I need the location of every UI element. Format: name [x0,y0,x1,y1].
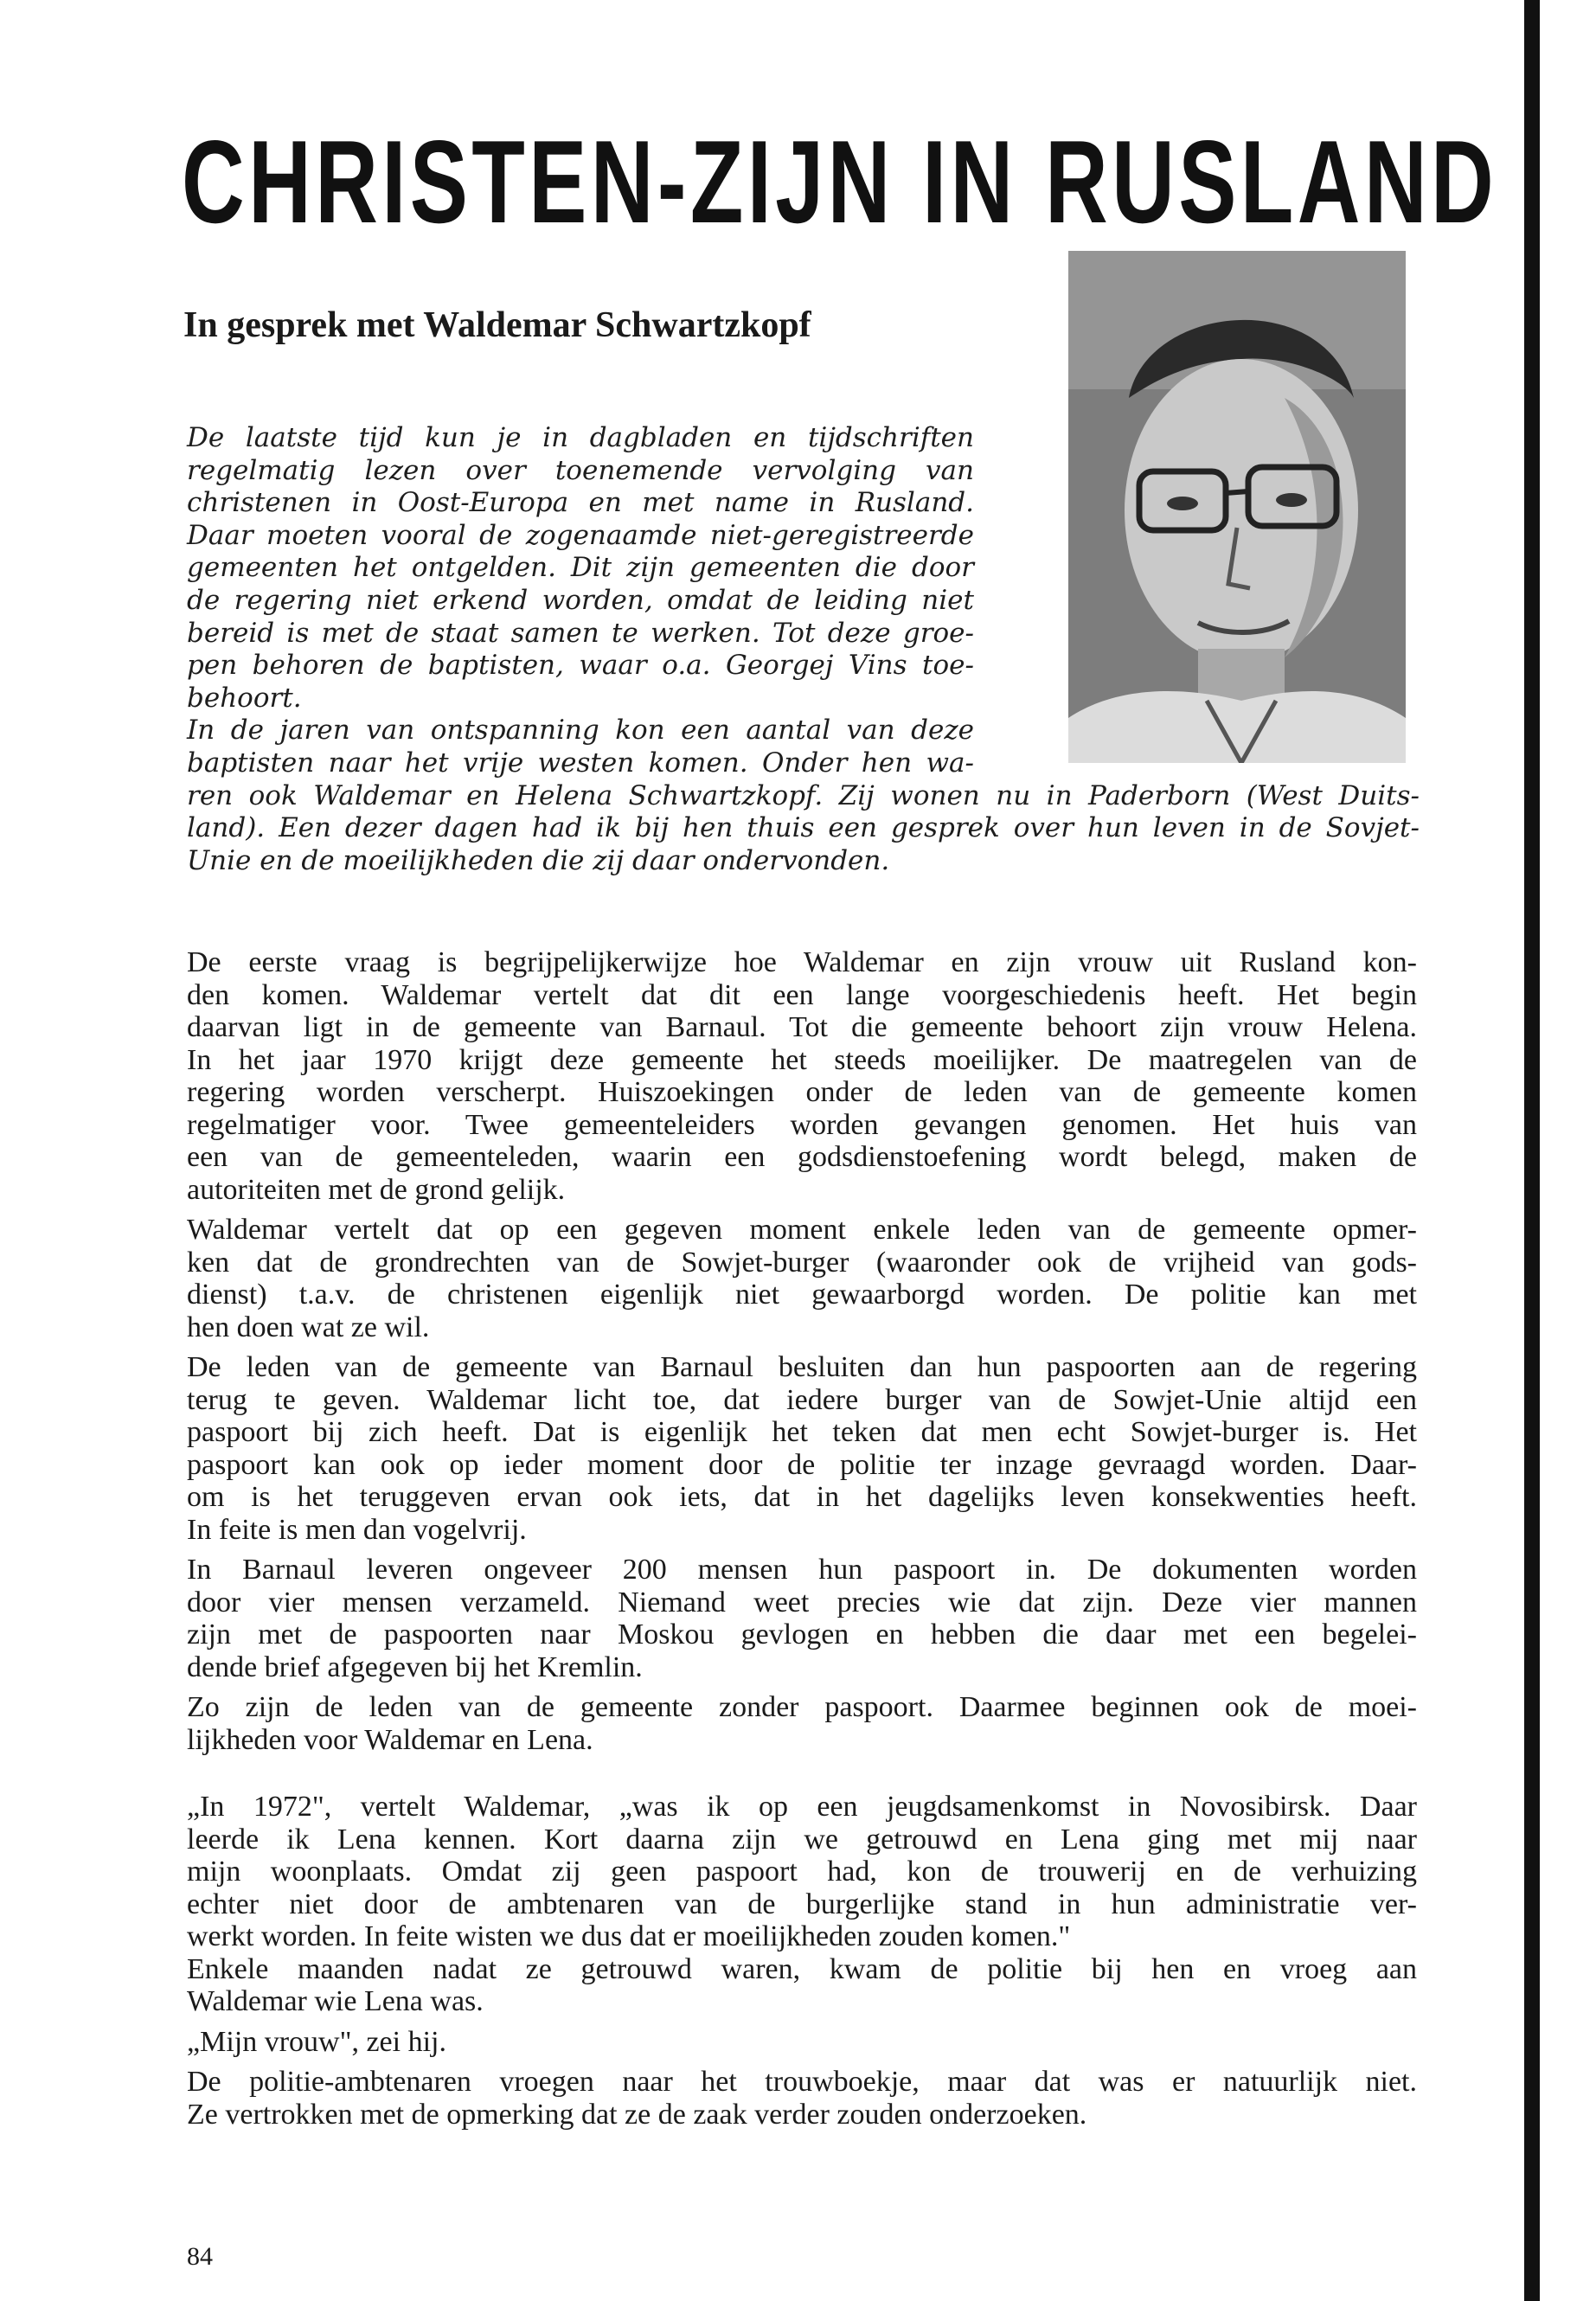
body-line: daarvan ligt in de gemeente van Barnaul. Tot die gemeente behoort zijn vrouw Helena. [187,1011,1417,1043]
body-line: „In 1972", vertelt Waldemar, „was ik op een jeugdsamenkomst in Novosibirsk. Daar [187,1791,1417,1823]
paragraph-7 [187,2026,1424,2059]
body-line: Waldemar wie Lena was. [187,1985,484,2017]
paragraph-8 [187,2066,1424,2131]
body-line: leerde ik Lena kennen. Kort daarna zijn we getrouwd en Lena ging met mij naar [187,1823,1417,1856]
article-title: CHRISTEN-ZIJN IN RUSLAND [182,116,1498,247]
intro-line: ren ook Waldemar en Helena Schwartzkopf. Zij wonen nu in Paderborn (West Duits- [187,779,1420,811]
body-line: In Barnaul leveren ongeveer 200 mensen hun paspoort in. De dokumenten worden [187,1554,1417,1586]
intro-line: pen behoren de baptisten, waar o.a. Georgej Vins toe- [187,650,974,682]
paragraph-2 [187,1214,1424,1343]
article-subtitle: In gesprek met Waldemar Schwartzkopf [183,305,811,345]
body-line: zijn met de paspoorten naar Moskou gevlogen en hebben die daar met een begelei- [187,1618,1417,1650]
body-line: hen doen wat ze wil. [187,1311,430,1343]
intro-line: Daar moeten vooral de zogenaamde niet-geregistreerde [187,519,974,551]
body-line: terug te geven. Waldemar licht toe, dat iedere burger van de Sowjet-Unie altijd een [187,1383,1417,1416]
body-line: lijkheden voor Waldemar en Lena. [187,1723,593,1756]
paragraph-3 [187,1351,1424,1546]
body-line: De eerste vraag is begrijpelijkerwijze hoe Waldemar en zijn vrouw uit Rusland kon- [187,946,1417,978]
article-body [187,946,1424,2131]
intro-paragraph [187,422,1424,877]
paragraph-6 [187,1791,1424,2018]
intro-line: De laatste tijd kun je in dagbladen en tijdschriften [187,422,974,453]
body-line: dende brief afgegeven bij het Kremlin. [187,1650,643,1683]
body-line: werkt worden. In feite wisten we dus dat er moeilijkheden zouden komen." [187,1920,1071,1952]
body-line: paspoort bij zich heeft. Dat is eigenlijk het teken dat men echt Sowjet-burger is. Het [187,1416,1417,1448]
body-line: regelmatiger voor. Twee gemeenteleiders worden gevangen genomen. Het huis van [187,1108,1417,1141]
intro-line: bereid is met de staat samen te werken. Tot deze groe- [187,617,974,649]
body-line: een van de gemeenteleden, waarin een godsdienstoefening wordt belegd, maken de [187,1141,1417,1173]
body-line: den komen. Waldemar vertelt dat dit een lange voorgeschiedenis heeft. Het begin [187,978,1417,1011]
body-line: ken dat de grondrechten van de Sowjet-burger (waaronder ook de vrijheid van gods- [187,1246,1417,1279]
body-line: Enkele maanden nadat ze getrouwd waren, kwam de politie bij hen en vroeg aan [187,1952,1417,1985]
body-line: Ze vertrokken met de opmerking dat ze de zaak verder zouden onderzoeken. [187,2098,1087,2131]
body-line: regering worden verscherpt. Huiszoekingen onder de leden van de gemeente komen [187,1076,1417,1108]
body-line: om is het teruggeven ervan ook iets, dat in het dagelijks leven konsekwenties heeft. [187,1481,1417,1513]
intro-line: In de jaren van ontspanning kon een aantal van deze [187,715,974,747]
paragraph-4 [187,1554,1424,1683]
body-line: autoriteiten met de grond gelijk. [187,1173,566,1206]
paragraph-5 [187,1691,1424,1756]
intro-line: regelmatig lezen over toenemende vervolging van [187,454,974,486]
paragraph-1 [187,946,1424,1206]
page-number: 84 [187,2242,213,2271]
intro-line: land). Een dezer dagen had ik bij hen thuis een gesprek over hun leven in de Sovjet- [187,812,1420,844]
body-line: Zo zijn de leden van de gemeente zonder paspoort. Daarmee beginnen ook de moei- [187,1691,1417,1723]
body-line: De politie-ambtenaren vroegen naar het trouwboekje, maar dat was er natuurlijk niet. [187,2066,1417,2098]
body-line: „Mijn vrouw", zei hij. [187,2025,446,2058]
intro-line: Unie en de moeilijkheden die zij daar ondervonden. [187,844,890,876]
body-line: door vier mensen verzameld. Niemand weet precies wie dat zijn. Deze vier mannen [187,1586,1417,1618]
intro-line: de regering niet erkend worden, omdat de leiding niet [187,584,974,616]
intro-line: behoort. [187,682,302,714]
page-edge-bar [1524,0,1540,2301]
body-line: paspoort kan ook op ieder moment door de politie ter inzage gevraagd worden. Daar- [187,1448,1417,1481]
body-line: echter niet door de ambtenaren van de burgerlijke stand in hun administratie ver- [187,1888,1417,1920]
body-line: Waldemar vertelt dat op een gegeven moment enkele leden van de gemeente opmer- [187,1214,1417,1246]
body-line: mijn woonplaats. Omdat zij geen paspoort had, kon de trouwerij en de verhuizing [187,1856,1417,1888]
intro-line: gemeenten het ontgelden. Dit zijn gemeenten die door [187,552,974,584]
intro-line: christenen in Oost-Europa en met name in Rusland. [187,487,974,519]
body-line: dienst) t.a.v. de christenen eigenlijk niet gewaarborgd worden. De politie kan met [187,1279,1417,1311]
body-line: In het jaar 1970 krijgt deze gemeente het steeds moeilijker. De maatregelen van de [187,1043,1417,1076]
body-line: De leden van de gemeente van Barnaul besluiten dan hun paspoorten aan de regering [187,1351,1417,1383]
intro-line: baptisten naar het vrije westen komen. Onder hen wa- [187,747,974,779]
body-line: In feite is men dan vogelvrij. [187,1513,527,1546]
